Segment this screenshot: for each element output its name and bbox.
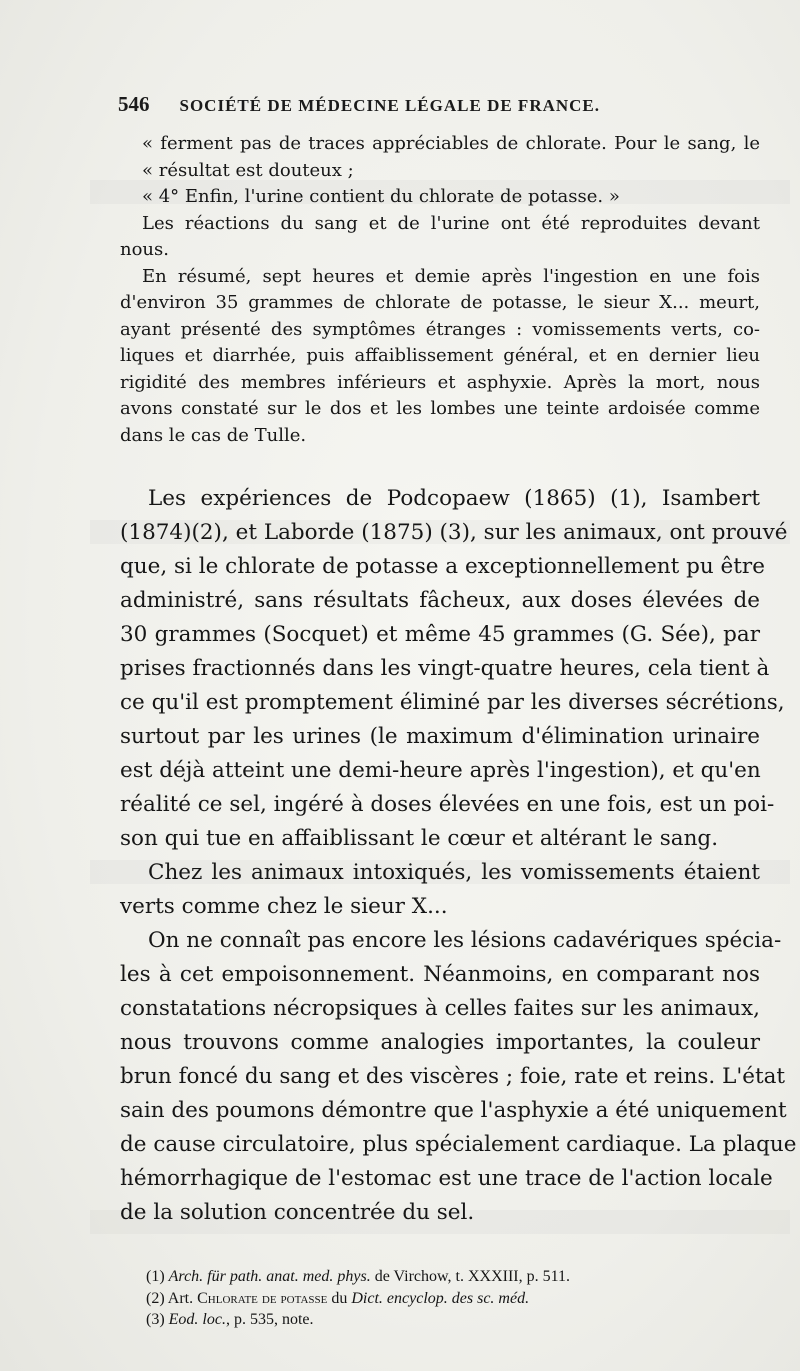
text-line: réalité ce sel, ingéré à doses élevées en une fois, est un poi- [120, 792, 775, 817]
text-line: hémorrhagique de l'estomac est une trace de l'action locale [120, 1166, 773, 1191]
footnote-text: du [327, 1289, 352, 1307]
text-line: ayant présenté des symptômes étranges : vomissements verts, co- [120, 318, 760, 340]
text-line: administré, sans résultats fâcheux, aux doses élevées de [120, 588, 760, 613]
page-header [118, 92, 678, 117]
footnote-source-italic: Dict. encyclop. des sc. méd. [351, 1289, 530, 1307]
small-print-section [120, 131, 760, 449]
footnote-1 [146, 1266, 676, 1288]
main-text-section [120, 482, 797, 1230]
text-line: sain des poumons démontre que l'asphyxie a été uniquement [120, 1098, 787, 1123]
text-line: verts comme chez le sieur X... [120, 894, 448, 919]
text-line: est déjà atteint une demi-heure après l'ingestion), et qu'en [120, 758, 761, 783]
text-line: (1874)(2), et Laborde (1875) (3), sur les animaux, ont prouvé [120, 520, 788, 545]
text-line: En résumé, sept heures et demie après l'ingestion en une fois [142, 265, 760, 287]
running-title: SOCIÉTÉ DE MÉDECINE LÉGALE DE FRANCE. [179, 96, 601, 115]
text-line: les à cet empoisonnement. Néanmoins, en comparant nos [120, 962, 760, 987]
text-line: Les expériences de Podcopaew (1865) (1), Isambert [148, 486, 760, 511]
footnote-number: (3) [146, 1311, 165, 1328]
text-line: de cause circulatoire, plus spécialement cardiaque. La plaque [120, 1132, 797, 1157]
text-line: Chez les animaux intoxiqués, les vomissements étaient [148, 860, 760, 885]
footnotes [146, 1266, 676, 1331]
text-line: ce qu'il est promptement éliminé par les diverses sécrétions, [120, 690, 785, 715]
text-line: de la solution concentrée du sel. [120, 1200, 475, 1225]
text-line: nous. [120, 239, 169, 260]
footnote-source-italic: Arch. für path. anat. med. phys. [168, 1268, 371, 1285]
text-line: rigidité des membres inférieurs et asphyxie. Après la mort, nous [120, 371, 760, 393]
footnote-number: (1) [146, 1268, 165, 1285]
page-number: 546 [118, 92, 150, 116]
footnote-text: Art. [164, 1289, 198, 1307]
text-line: Les réactions du sang et de l'urine ont été reproduites devant [142, 212, 760, 234]
text-line: prises fractionnés dans les vingt-quatre heures, cela tient à [120, 656, 770, 681]
footnote-number: (2) [146, 1289, 165, 1307]
text-line: dans le cas de Tulle. [120, 424, 307, 446]
text-line: « résultat est douteux ; [142, 159, 354, 181]
footnote-source-italic: Eod. loc. [168, 1311, 226, 1328]
text-line: « ferment pas de traces appréciables de chlorate. Pour le sang, le [142, 133, 760, 154]
text-line: constatations nécropsiques à celles faites sur les animaux, [120, 996, 760, 1021]
text-line: que, si le chlorate de potasse a exceptionnellement pu être [120, 554, 765, 579]
text-line: d'environ 35 grammes de chlorate de potasse, le sieur X... meurt, [120, 292, 760, 313]
text-line: brun foncé du sang et des viscères ; foie, rate et reins. L'état [120, 1064, 786, 1089]
footnote-3 [146, 1309, 676, 1331]
text-line: son qui tue en affaiblissant le cœur et altérant le sang. [120, 826, 719, 851]
text-line: « 4° Enfin, l'urine contient du chlorate de potasse. » [142, 186, 620, 207]
text-line: nous trouvons comme analogies importantes, la couleur [120, 1030, 760, 1055]
footnote-text: , p. 535, note. [225, 1311, 314, 1328]
footnote-2 [146, 1288, 676, 1310]
footnote-article-title: Chlorate de potasse [197, 1289, 328, 1307]
text-line: 30 grammes (Socquet) et même 45 grammes (G. Sée), par [120, 622, 760, 647]
footnote-text: de Virchow, t. XXXIII, p. 511. [370, 1268, 571, 1285]
text-line: avons constaté sur le dos et les lombes une teinte ardoisée comme [120, 398, 760, 419]
text-line: On ne connaît pas encore les lésions cadavériques spécia- [148, 928, 782, 953]
text-line: surtout par les urines (le maximum d'élimination urinaire [120, 724, 760, 749]
text-line: liques et diarrhée, puis affaiblissement général, et en dernier lieu [120, 345, 760, 366]
